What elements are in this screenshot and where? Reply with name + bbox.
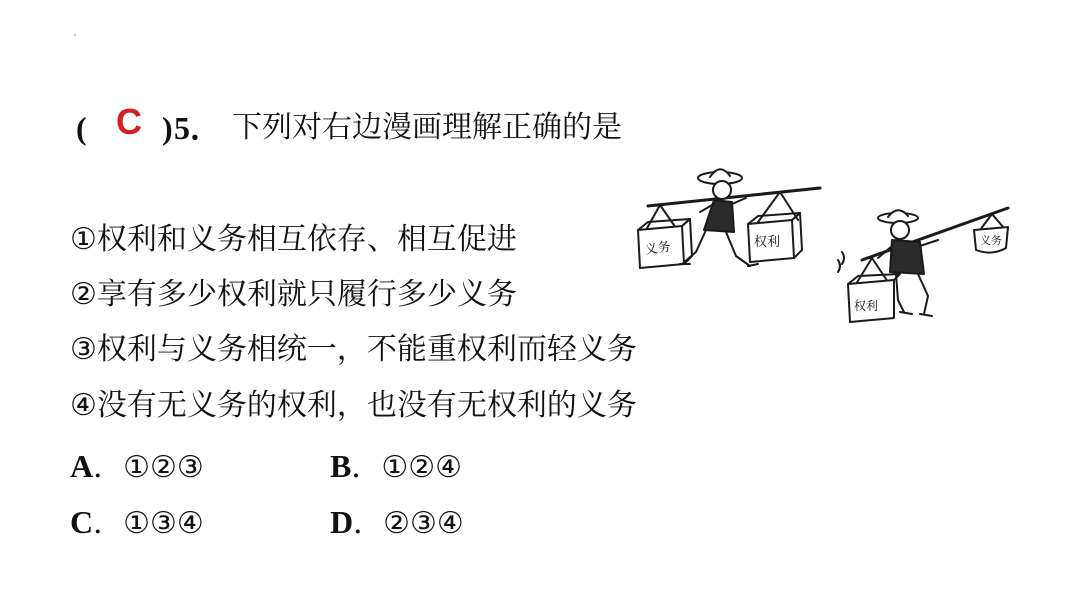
option-d-letter: D xyxy=(330,504,354,540)
corner-mark xyxy=(74,34,76,36)
high-basket-label: 义务 xyxy=(980,234,1002,247)
answer-mark: C xyxy=(116,101,142,142)
option-a-letter: A xyxy=(70,448,94,484)
left-basket xyxy=(638,219,692,268)
cartoon-balanced-carrier xyxy=(630,160,830,305)
option-c[interactable] xyxy=(70,500,204,546)
low-basket-label: 权利 xyxy=(854,299,879,313)
question-text: 下列对右边漫画理解正确的是 xyxy=(232,110,622,145)
question-number: 5． xyxy=(174,110,223,146)
statement-1: ①权利和义务相互依存、相互促进 xyxy=(70,222,517,257)
option-b-letter: B xyxy=(330,448,352,484)
high-basket xyxy=(974,227,1008,253)
option-d-sep: ． xyxy=(353,506,384,541)
right-basket-label: 权利 xyxy=(754,235,781,250)
option-c-sep: ． xyxy=(93,506,124,541)
option-d[interactable] xyxy=(330,500,464,546)
strain-marks xyxy=(838,252,844,272)
right-basket xyxy=(748,213,802,262)
statement-2: ②享有多少权利就只履行多少义务 xyxy=(70,277,517,312)
right-ropes xyxy=(758,192,798,222)
low-basket xyxy=(848,274,900,322)
option-d-text: ②③④ xyxy=(383,506,464,541)
option-c-text: ①③④ xyxy=(123,506,204,541)
option-b[interactable] xyxy=(330,444,462,490)
cartoon-unbalanced-carrier xyxy=(832,200,1032,335)
paren-open: ( xyxy=(76,110,87,146)
statement-4: ④没有无义务的权利，也没有无权利的义务 xyxy=(70,388,637,423)
paren-close: ) xyxy=(162,110,173,146)
option-a-text: ①②③ xyxy=(123,450,204,485)
left-basket-label: 义务 xyxy=(643,239,672,259)
option-b-sep: ． xyxy=(351,450,382,485)
statement-3: ③权利与义务相统一，不能重权利而轻义务 xyxy=(70,332,637,367)
option-c-letter: C xyxy=(70,504,94,540)
option-a[interactable] xyxy=(70,444,204,490)
option-b-text: ①②④ xyxy=(381,450,463,485)
option-a-sep: ． xyxy=(93,450,124,485)
